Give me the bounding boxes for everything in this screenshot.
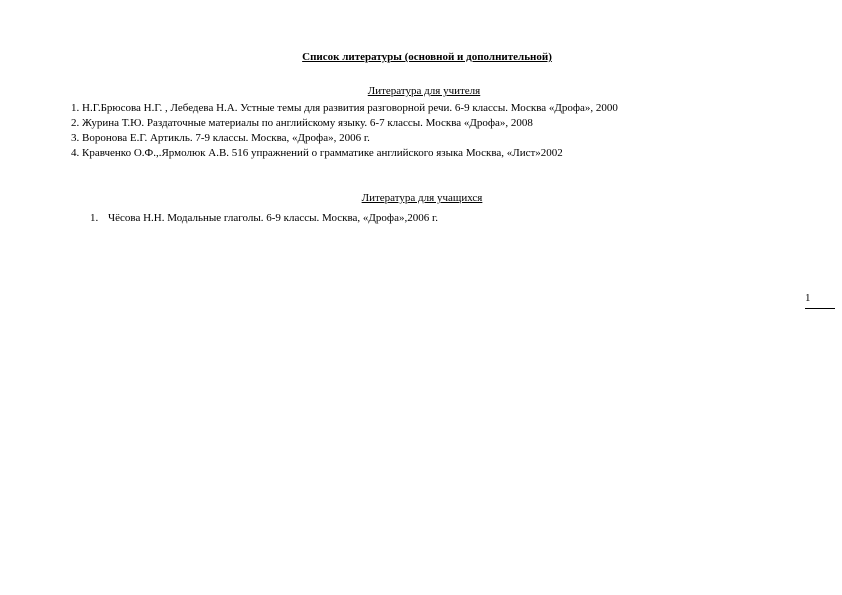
page-title: Список литературы (основной и дополнительной) <box>302 51 552 63</box>
list-item: 3. Воронова Е.Г. Артикль. 7-9 классы. Москва, «Дрофа», 2006 г. <box>71 132 370 144</box>
teacher-literature-heading: Литература для учителя <box>367 85 481 97</box>
student-literature-list <box>90 211 438 225</box>
list-item-number: 1. <box>90 212 99 224</box>
page-number: 1 <box>805 292 835 309</box>
list-item <box>90 211 438 225</box>
list-item: 2. Журина Т.Ю. Раздаточные материалы по английскому языку. 6-7 классы. Москва «Дрофа», 2008 <box>71 117 533 129</box>
list-item: 4. Кравченко О.Ф.,.Ярмолюк А.В. 516 упражнений о грамматике английского языка Москва, «Лист»2002 <box>71 147 563 159</box>
teacher-literature-list <box>71 101 618 161</box>
list-item-text: Чёсова Н.Н. Модальные глаголы. 6-9 классы. Москва, «Дрофа»,2006 г. <box>108 212 438 224</box>
list-item: 1. Н.Г.Брюсова Н.Г. , Лебедева Н.А. Устные темы для развития разговорной речи. 6-9 классы. Москва «Дрофа», 2000 <box>71 102 618 114</box>
student-literature-heading: Литература для учащихся <box>361 192 483 204</box>
